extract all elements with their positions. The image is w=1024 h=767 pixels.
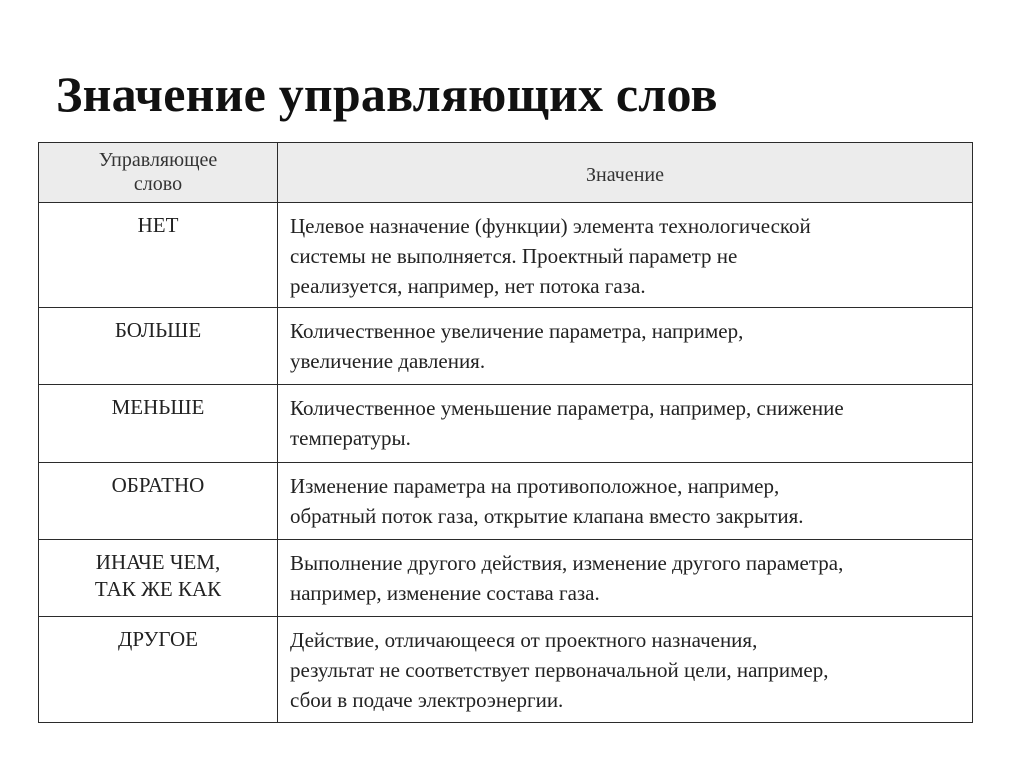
meaning-line: реализуется, например, нет потока газа. <box>290 274 646 298</box>
table-row <box>39 385 973 463</box>
slide-title: Значение управляющих слов <box>56 66 718 122</box>
control-word: ОБРАТНО <box>111 473 205 497</box>
meaning-line: Действие, отличающееся от проектного назначения, <box>290 628 758 652</box>
control-word-cell <box>39 463 278 540</box>
control-word-cell <box>39 308 278 385</box>
header-meaning: Значение <box>278 143 973 203</box>
meaning-line: системы не выполняется. Проектный параметр не <box>290 244 738 268</box>
control-word: МЕНЬШЕ <box>111 395 205 419</box>
control-word: ДРУГОЕ <box>118 627 198 651</box>
meaning-cell <box>278 617 973 723</box>
control-word-cell <box>39 617 278 723</box>
meaning-cell <box>278 308 973 385</box>
meaning-line: обратный поток газа, открытие клапана вместо закрытия. <box>290 504 804 528</box>
meaning-line: результат не соответствует первоначальной цели, например, <box>290 658 829 682</box>
meaning-line: увеличение давления. <box>290 349 486 373</box>
control-word: НЕТ <box>137 213 179 237</box>
meaning-cell <box>278 385 973 463</box>
control-words-table <box>38 142 973 723</box>
meaning-line: Выполнение другого действия, изменение другого параметра, <box>290 551 844 575</box>
table-row <box>39 463 973 540</box>
table-row <box>39 308 973 385</box>
meaning-line: Изменение параметра на противоположное, например, <box>290 474 780 498</box>
table-row <box>39 617 973 723</box>
header-control-word-line: слово <box>133 172 183 195</box>
control-word: БОЛЬШЕ <box>114 318 202 342</box>
meaning-line: сбои в подаче электроэнергии. <box>290 688 564 712</box>
table-row <box>39 540 973 617</box>
control-word-cell <box>39 540 278 617</box>
header-control-word <box>39 143 278 203</box>
control-word: ТАК ЖЕ КАК <box>94 577 222 601</box>
control-word-cell <box>39 203 278 308</box>
table-row <box>39 203 973 308</box>
meaning-cell <box>278 540 973 617</box>
header-control-word-line: Управляющее <box>98 148 218 171</box>
meaning-cell <box>278 203 973 308</box>
meaning-cell <box>278 463 973 540</box>
meaning-line: Количественное увеличение параметра, например, <box>290 319 744 343</box>
control-word: ИНАЧЕ ЧЕМ, <box>95 550 221 574</box>
table-header-row <box>39 143 973 203</box>
meaning-line: Количественное уменьшение параметра, например, снижение <box>290 396 844 420</box>
control-word-cell <box>39 385 278 463</box>
meaning-line: температуры. <box>290 426 411 450</box>
meaning-line: например, изменение состава газа. <box>290 581 600 605</box>
meaning-line: Целевое назначение (функции) элемента технологической <box>290 214 811 238</box>
